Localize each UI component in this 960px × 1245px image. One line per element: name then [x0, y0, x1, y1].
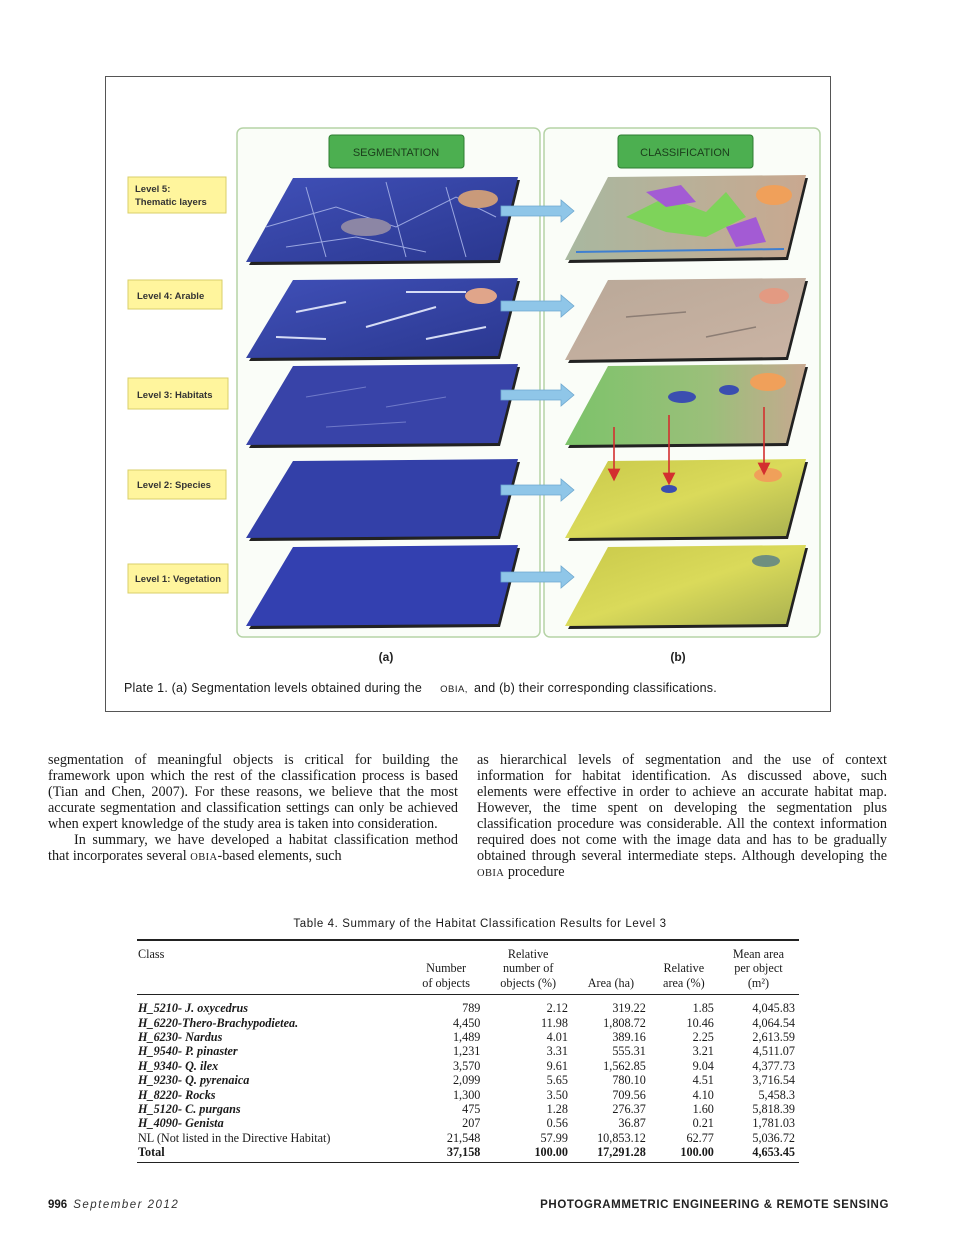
caption-suffix: and (b) their corresponding classifications.: [473, 681, 717, 695]
level-2-label: Level 2: Species: [137, 480, 211, 491]
caption-abbrev: OBIA,: [440, 684, 468, 695]
table-row-nl: NL (Not listed in the Directive Habitat) 21,548 57.99 10,853.12 62.77 5,036.72: [138, 1130, 795, 1145]
table-row-total: Total 37,158 100.00 17,291.28 100.00 4,653.45: [137, 1145, 799, 1162]
caption-prefix: Plate 1. (a) Segmentation levels obtained during the: [124, 681, 423, 695]
header-rel-num: Relative number of objects (%): [484, 940, 572, 995]
plate-1-frame: [105, 76, 831, 712]
header-rel-area: Relative area (%): [650, 940, 718, 995]
left-column: [48, 752, 458, 866]
table-row: H_9540- P. pinaster 1,231 3.31 555.31 3.21 4,511.07: [138, 1044, 795, 1059]
table-row: H_9230- Q. pyrenaica 2,099 5.65 780.10 4.51 3,716.54: [138, 1073, 795, 1088]
table-row: H_8220- Rocks 1,300 3.50 709.56 4.10 5,458.3: [138, 1087, 795, 1102]
header-class: Class: [137, 940, 408, 995]
level-4-label: Level 4: Arable: [137, 291, 205, 302]
table-row: H_9340- Q. ilex 3,570 9.61 1,562.85 9.04 4,377.73: [138, 1058, 795, 1073]
page-footer-left: [48, 1199, 179, 1211]
left-paragraph-1: segmentation of meaningful objects is critical for building the framework upon which the rest of the classification process is based (Tian and Chen, 2007). For these reasons, we believe that the most accurate segmentation and classification settings can only be achieved when expert knowledge of the study area is taken into consideration.: [48, 752, 458, 832]
level-1-label: Level 1: Vegetation: [135, 574, 222, 585]
segmentation-layers: [246, 177, 520, 629]
table-row: H_5210- J. oxycedrus 789 2.12 319.22 1.85 4,045.83: [138, 1001, 795, 1016]
classification-header: CLASSIFICATION: [640, 147, 730, 159]
seg-layer-5: [246, 177, 518, 262]
table-title: Table 4. Summary of the Habitat Classification Results for Level 3: [293, 918, 667, 930]
table-4: [137, 939, 799, 1163]
right-paragraph-1: as hierarchical levels of segmentation and the use of context information for habitat identification. As discussed above, such elements were effective in order to achieve an accurate habitat map. However, the time spent on developing the segmentation plus classification procedure was considerable. All the context information required does not come with the image data and has to be gradually obtained through several intermediate steps. Although developing the OBIA procedure: [477, 752, 887, 880]
header-num-objects: Number of objects: [408, 940, 484, 995]
plate-1-figure: [106, 77, 830, 677]
header-area: Area (ha): [572, 940, 650, 995]
panel-b-label: (b): [670, 650, 686, 664]
table-row: H_6230- Nardus 1,489 4.01 389.16 2.25 2,613.59: [138, 1030, 795, 1045]
header-mean-area: Mean area per object (m²): [718, 940, 799, 995]
classification-layers: [565, 175, 808, 629]
level-5-label-line1: Level 5:: [135, 184, 171, 195]
panel-a-label: (a): [378, 650, 394, 664]
obia-abbrev: OBIA: [477, 868, 505, 879]
issue-date: September 2012: [73, 1199, 180, 1211]
left-paragraph-2: In summary, we have developed a habitat classification method that incorporates several OBIA-based elements, such: [48, 832, 458, 864]
level-5-label-line2: Thematic layers: [135, 197, 207, 208]
page-number: 996: [48, 1199, 68, 1211]
level-3-label: Level 3: Habitats: [137, 390, 213, 401]
segmentation-header: SEGMENTATION: [352, 147, 440, 159]
table-row: H_6220-Thero-Brachypodietea. 4,450 11.98 1,808.72 10.46 4,064.54: [138, 1015, 795, 1030]
journal-name: PHOTOGRAMMETRIC ENGINEERING & REMOTE SENSING: [540, 1199, 889, 1211]
right-column: [477, 752, 887, 882]
table-row: H_4090- Genista 207 0.56 36.87 0.21 1,781.03: [138, 1116, 795, 1131]
obia-abbrev: OBIA: [190, 852, 218, 863]
plate-caption: [124, 681, 717, 695]
table-row: H_5120- C. purgans 475 1.28 276.37 1.60 5,818.39: [138, 1102, 795, 1117]
